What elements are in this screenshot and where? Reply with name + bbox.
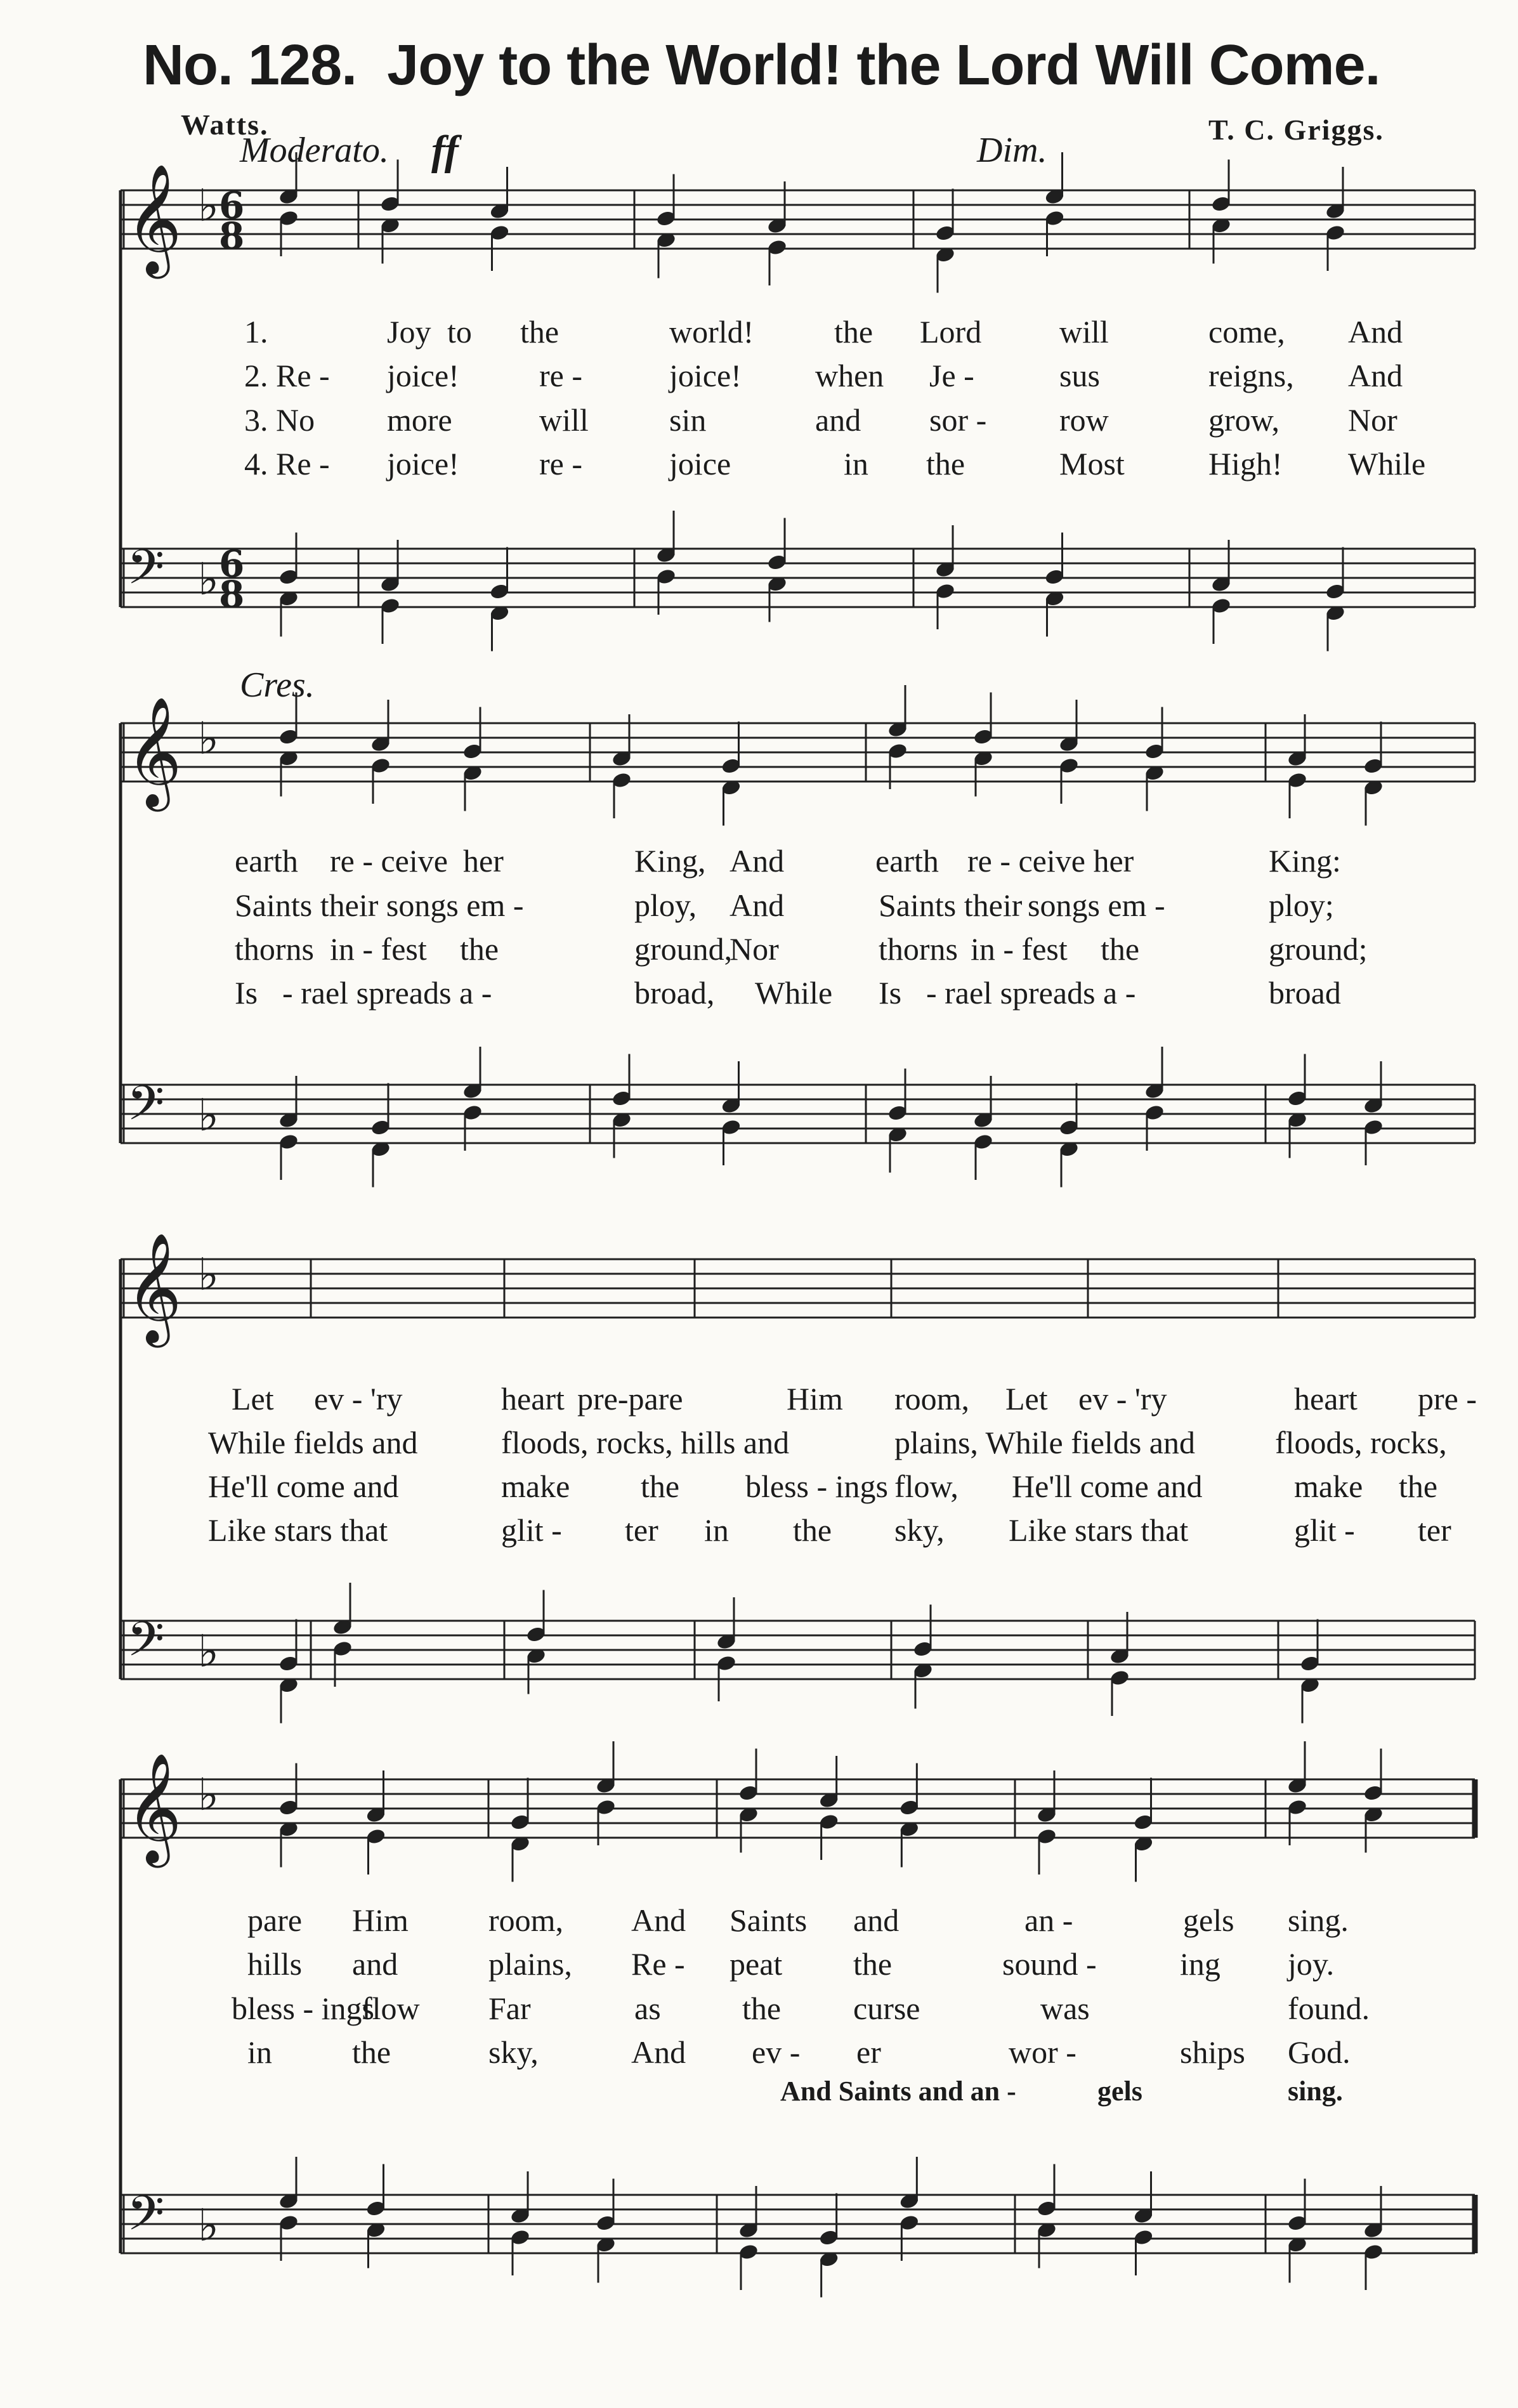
lyric-syllable: Is bbox=[235, 975, 258, 1011]
lyric-syllable: heart bbox=[1294, 1381, 1358, 1417]
lyric-syllable: ploy, bbox=[634, 887, 697, 923]
lyric-syllable: Let bbox=[1005, 1381, 1048, 1417]
lyric-syllable: Is bbox=[879, 975, 902, 1011]
lyric-syllable: the bbox=[460, 931, 499, 967]
lyric-syllable: the bbox=[742, 1991, 782, 2026]
lyric-syllable: in bbox=[704, 1512, 729, 1548]
flat-key-signature-icon: ♭ bbox=[198, 553, 219, 605]
lyric-syllable: songs em - bbox=[1028, 887, 1165, 923]
lyric-syllable: - rael spreads a - bbox=[282, 975, 492, 1011]
lyric-syllable: row bbox=[1059, 402, 1109, 438]
lyric-syllable: High! bbox=[1208, 446, 1283, 481]
lyric-syllable: floods, rocks, hills and bbox=[501, 1425, 790, 1460]
flat-key-signature-icon: ♭ bbox=[198, 1769, 219, 1821]
lyric-syllable: ter bbox=[625, 1512, 658, 1548]
lyric-syllable: Like stars that bbox=[208, 1512, 388, 1548]
lyric-syllable: re - ceive bbox=[330, 843, 448, 879]
lyric-syllable: joice! bbox=[387, 358, 459, 393]
lyric-syllable: room, bbox=[488, 1902, 564, 1938]
lyric-syllable: ploy; bbox=[1269, 887, 1334, 923]
lyric-syllable: broad bbox=[1269, 975, 1341, 1011]
lyric-syllable: ground, bbox=[634, 931, 733, 967]
lyric-syllable: peat bbox=[730, 1946, 783, 1982]
lyric-syllable: Him bbox=[787, 1381, 843, 1417]
flat-key-signature-icon: ♭ bbox=[198, 1089, 219, 1141]
lyric-syllable: and bbox=[853, 1902, 900, 1938]
lyric-syllable: ships bbox=[1180, 2034, 1245, 2070]
lyric-syllable: grow, bbox=[1208, 402, 1280, 438]
lyric-syllable: re - ceive her bbox=[967, 843, 1134, 879]
lyric-syllable: thorns bbox=[879, 931, 958, 967]
bass-clef-icon: 𝄢 bbox=[127, 2185, 165, 2253]
lyric-syllable: sound - bbox=[1002, 1946, 1097, 1982]
lyric-syllable: Je - bbox=[929, 358, 974, 393]
hymn-number: No. 128. bbox=[143, 34, 357, 97]
lyric-syllable: thorns bbox=[235, 931, 314, 967]
verse-number-4: 4. Re - bbox=[244, 446, 330, 481]
lyric-syllable: gels bbox=[1183, 1902, 1234, 1938]
verse-number-3: 3. No bbox=[244, 402, 315, 438]
lyric-syllable: bless - ings bbox=[745, 1469, 888, 1504]
treble-clef-icon: 𝄞 bbox=[126, 1753, 182, 1863]
lyric-syllable: Like stars that bbox=[1009, 1512, 1189, 1548]
lyric-syllable: ev - 'ry bbox=[1078, 1381, 1167, 1417]
bass-clef-icon: 𝄢 bbox=[127, 539, 165, 607]
verse-number-1: 1. bbox=[244, 314, 268, 350]
lyric-syllable: and bbox=[815, 402, 861, 438]
lyric-syllable: sky, bbox=[488, 2034, 539, 2070]
flat-key-signature-icon: ♭ bbox=[198, 180, 219, 232]
lyric-syllable: re - bbox=[539, 446, 582, 481]
treble-clef-icon: 𝄞 bbox=[126, 1233, 182, 1343]
lyric-syllable: Nor bbox=[1348, 402, 1397, 438]
lyric-syllable: plains, bbox=[488, 1946, 572, 1982]
lyric-syllable: joice! bbox=[669, 358, 742, 393]
lyric-syllable: when bbox=[815, 358, 884, 393]
lyric-syllable: Lord bbox=[920, 314, 982, 350]
lyric-syllable: the bbox=[926, 446, 965, 481]
lyric-syllable: God. bbox=[1288, 2034, 1351, 2070]
treble-clef-icon: 𝄞 bbox=[126, 164, 182, 274]
lyric-syllable: He'll come and bbox=[208, 1469, 399, 1504]
lyric-syllable: And bbox=[631, 1902, 686, 1938]
lyric-syllable: sor - bbox=[929, 402, 987, 438]
lyric-syllable: make bbox=[1294, 1469, 1363, 1504]
lyric-syllable: While fields and bbox=[208, 1425, 418, 1460]
flat-key-signature-icon: ♭ bbox=[198, 2199, 219, 2251]
lyric-syllable: Let bbox=[232, 1381, 274, 1417]
time-signature-top: 6 bbox=[219, 184, 245, 227]
lyric-syllable: the bbox=[834, 314, 874, 350]
lyric-syllable: earth bbox=[875, 843, 939, 879]
lyric-syllable: glit - bbox=[1294, 1512, 1355, 1548]
dynamic-cres: Cres. bbox=[240, 665, 315, 705]
bass-cue-syllable: sing. bbox=[1288, 2076, 1343, 2107]
lyric-syllable: Him bbox=[352, 1902, 409, 1938]
hymn-title: Joy to the World! the Lord Will Come. bbox=[387, 34, 1380, 97]
lyric-syllable: re - bbox=[539, 358, 582, 393]
lyric-syllable: ter bbox=[1418, 1512, 1451, 1548]
lyric-syllable: And bbox=[730, 887, 785, 923]
lyric-syllable: curse bbox=[853, 1991, 920, 2026]
lyric-syllable: the bbox=[1101, 931, 1140, 967]
lyric-syllable: glit - bbox=[501, 1512, 562, 1548]
lyric-syllable: world! bbox=[669, 314, 754, 350]
lyric-syllable: wor - bbox=[1009, 2034, 1076, 2070]
lyric-syllable: the bbox=[520, 314, 559, 350]
lyric-syllable: ing bbox=[1180, 1946, 1220, 1982]
lyric-syllable: ground; bbox=[1269, 931, 1368, 967]
lyric-syllable: heart bbox=[501, 1381, 565, 1417]
flat-key-signature-icon: ♭ bbox=[198, 712, 219, 764]
lyric-syllable: Saints bbox=[730, 1902, 808, 1938]
lyric-syllable: joice bbox=[669, 446, 731, 481]
verse-number-2: 2. Re - bbox=[244, 358, 330, 393]
lyric-syllable: make bbox=[501, 1469, 570, 1504]
lyric-syllable: pare bbox=[247, 1902, 303, 1938]
time-signature-bottom: 8 bbox=[219, 573, 245, 616]
lyric-syllable: pre-pare bbox=[577, 1381, 683, 1417]
lyric-syllable: found. bbox=[1288, 1991, 1370, 2026]
lyric-syllable: broad, bbox=[634, 975, 715, 1011]
lyric-syllable: He'll come and bbox=[1012, 1469, 1203, 1504]
lyric-syllable: will bbox=[1059, 314, 1109, 350]
treble-clef-icon: 𝄞 bbox=[126, 697, 182, 807]
lyric-syllable: pre - bbox=[1418, 1381, 1477, 1417]
dynamic-dim: Dim. bbox=[977, 131, 1047, 170]
lyric-syllable: come, bbox=[1208, 314, 1285, 350]
lyric-syllable: in - fest bbox=[330, 931, 427, 967]
lyric-syllable: Nor bbox=[730, 931, 779, 967]
lyric-syllable: Joy bbox=[387, 314, 431, 350]
lyric-syllable: joy. bbox=[1288, 1946, 1335, 1982]
lyric-syllable: flow bbox=[362, 1991, 420, 2026]
lyric-syllable: joice! bbox=[387, 446, 459, 481]
lyric-syllable: earth bbox=[235, 843, 298, 879]
bass-cue-syllable: And Saints and an - bbox=[780, 2076, 1016, 2107]
lyric-syllable: Saints their bbox=[879, 887, 1023, 923]
bass-clef-icon: 𝄢 bbox=[127, 1075, 165, 1143]
lyric-syllable: ev - bbox=[752, 2034, 801, 2070]
lyric-syllable: King: bbox=[1269, 843, 1341, 879]
lyric-syllable: in bbox=[247, 2034, 272, 2070]
lyric-syllable: flow, bbox=[894, 1469, 959, 1504]
lyric-syllable: was bbox=[1040, 1991, 1090, 2026]
lyric-syllable: the bbox=[641, 1469, 680, 1504]
lyric-syllable: ev - 'ry bbox=[314, 1381, 403, 1417]
lyric-syllable: an - bbox=[1024, 1902, 1073, 1938]
lyric-syllable: While bbox=[755, 975, 833, 1011]
lyric-syllable: Far bbox=[488, 1991, 531, 2026]
lyric-syllable: And bbox=[1348, 358, 1403, 393]
lyric-syllable: And bbox=[730, 843, 785, 879]
bass-clef-icon: 𝄢 bbox=[127, 1611, 165, 1679]
lyric-syllable: and bbox=[352, 1946, 398, 1982]
lyric-syllable: Most bbox=[1059, 446, 1125, 481]
lyric-syllable: reigns, bbox=[1208, 358, 1294, 393]
lyric-syllable: sky, bbox=[894, 1512, 945, 1548]
bass-cue-syllable: gels bbox=[1097, 2076, 1142, 2107]
time-signature-top: 6 bbox=[219, 542, 245, 586]
lyric-syllable: in bbox=[844, 446, 868, 481]
lyric-syllable: And bbox=[631, 2034, 686, 2070]
lyric-syllable: the bbox=[793, 1512, 832, 1548]
flat-key-signature-icon: ♭ bbox=[198, 1248, 219, 1300]
lyric-syllable: room, bbox=[894, 1381, 970, 1417]
flat-key-signature-icon: ♭ bbox=[198, 1625, 219, 1677]
tempo-marking: Moderato. bbox=[240, 131, 389, 170]
time-signature-bottom: 8 bbox=[219, 214, 245, 258]
lyric-syllable: hills bbox=[247, 1946, 303, 1982]
lyric-syllable: While bbox=[1348, 446, 1426, 481]
lyric-syllable: will bbox=[539, 402, 589, 438]
lyric-syllable: sing. bbox=[1288, 1902, 1349, 1938]
dynamic-ff: ff bbox=[431, 128, 459, 174]
lyric-syllable: floods, rocks, bbox=[1275, 1425, 1447, 1460]
lyric-syllable: more bbox=[387, 402, 452, 438]
lyricist-credit: Watts. bbox=[181, 108, 269, 141]
lyric-syllable: her bbox=[463, 843, 504, 879]
lyric-syllable: - rael spreads a - bbox=[926, 975, 1136, 1011]
lyric-syllable: sus bbox=[1059, 358, 1100, 393]
lyric-syllable: sin bbox=[669, 402, 707, 438]
lyric-syllable: Re - bbox=[631, 1946, 685, 1982]
lyric-syllable: to bbox=[447, 314, 472, 350]
lyric-syllable: as bbox=[634, 1991, 661, 2026]
lyric-syllable: King, bbox=[634, 843, 706, 879]
lyric-syllable: the bbox=[853, 1946, 893, 1982]
lyric-syllable: And bbox=[1348, 314, 1403, 350]
lyric-syllable: Saints their songs em - bbox=[235, 887, 524, 923]
lyric-syllable: the bbox=[1399, 1469, 1438, 1504]
lyric-syllable: bless - ings bbox=[232, 1991, 374, 2026]
lyric-syllable: the bbox=[352, 2034, 391, 2070]
lyric-syllable: er bbox=[856, 2034, 881, 2070]
composer-credit: T. C. Griggs. bbox=[1208, 114, 1384, 146]
lyric-syllable: in - fest bbox=[971, 931, 1068, 967]
lyric-syllable: plains, While fields and bbox=[894, 1425, 1195, 1460]
